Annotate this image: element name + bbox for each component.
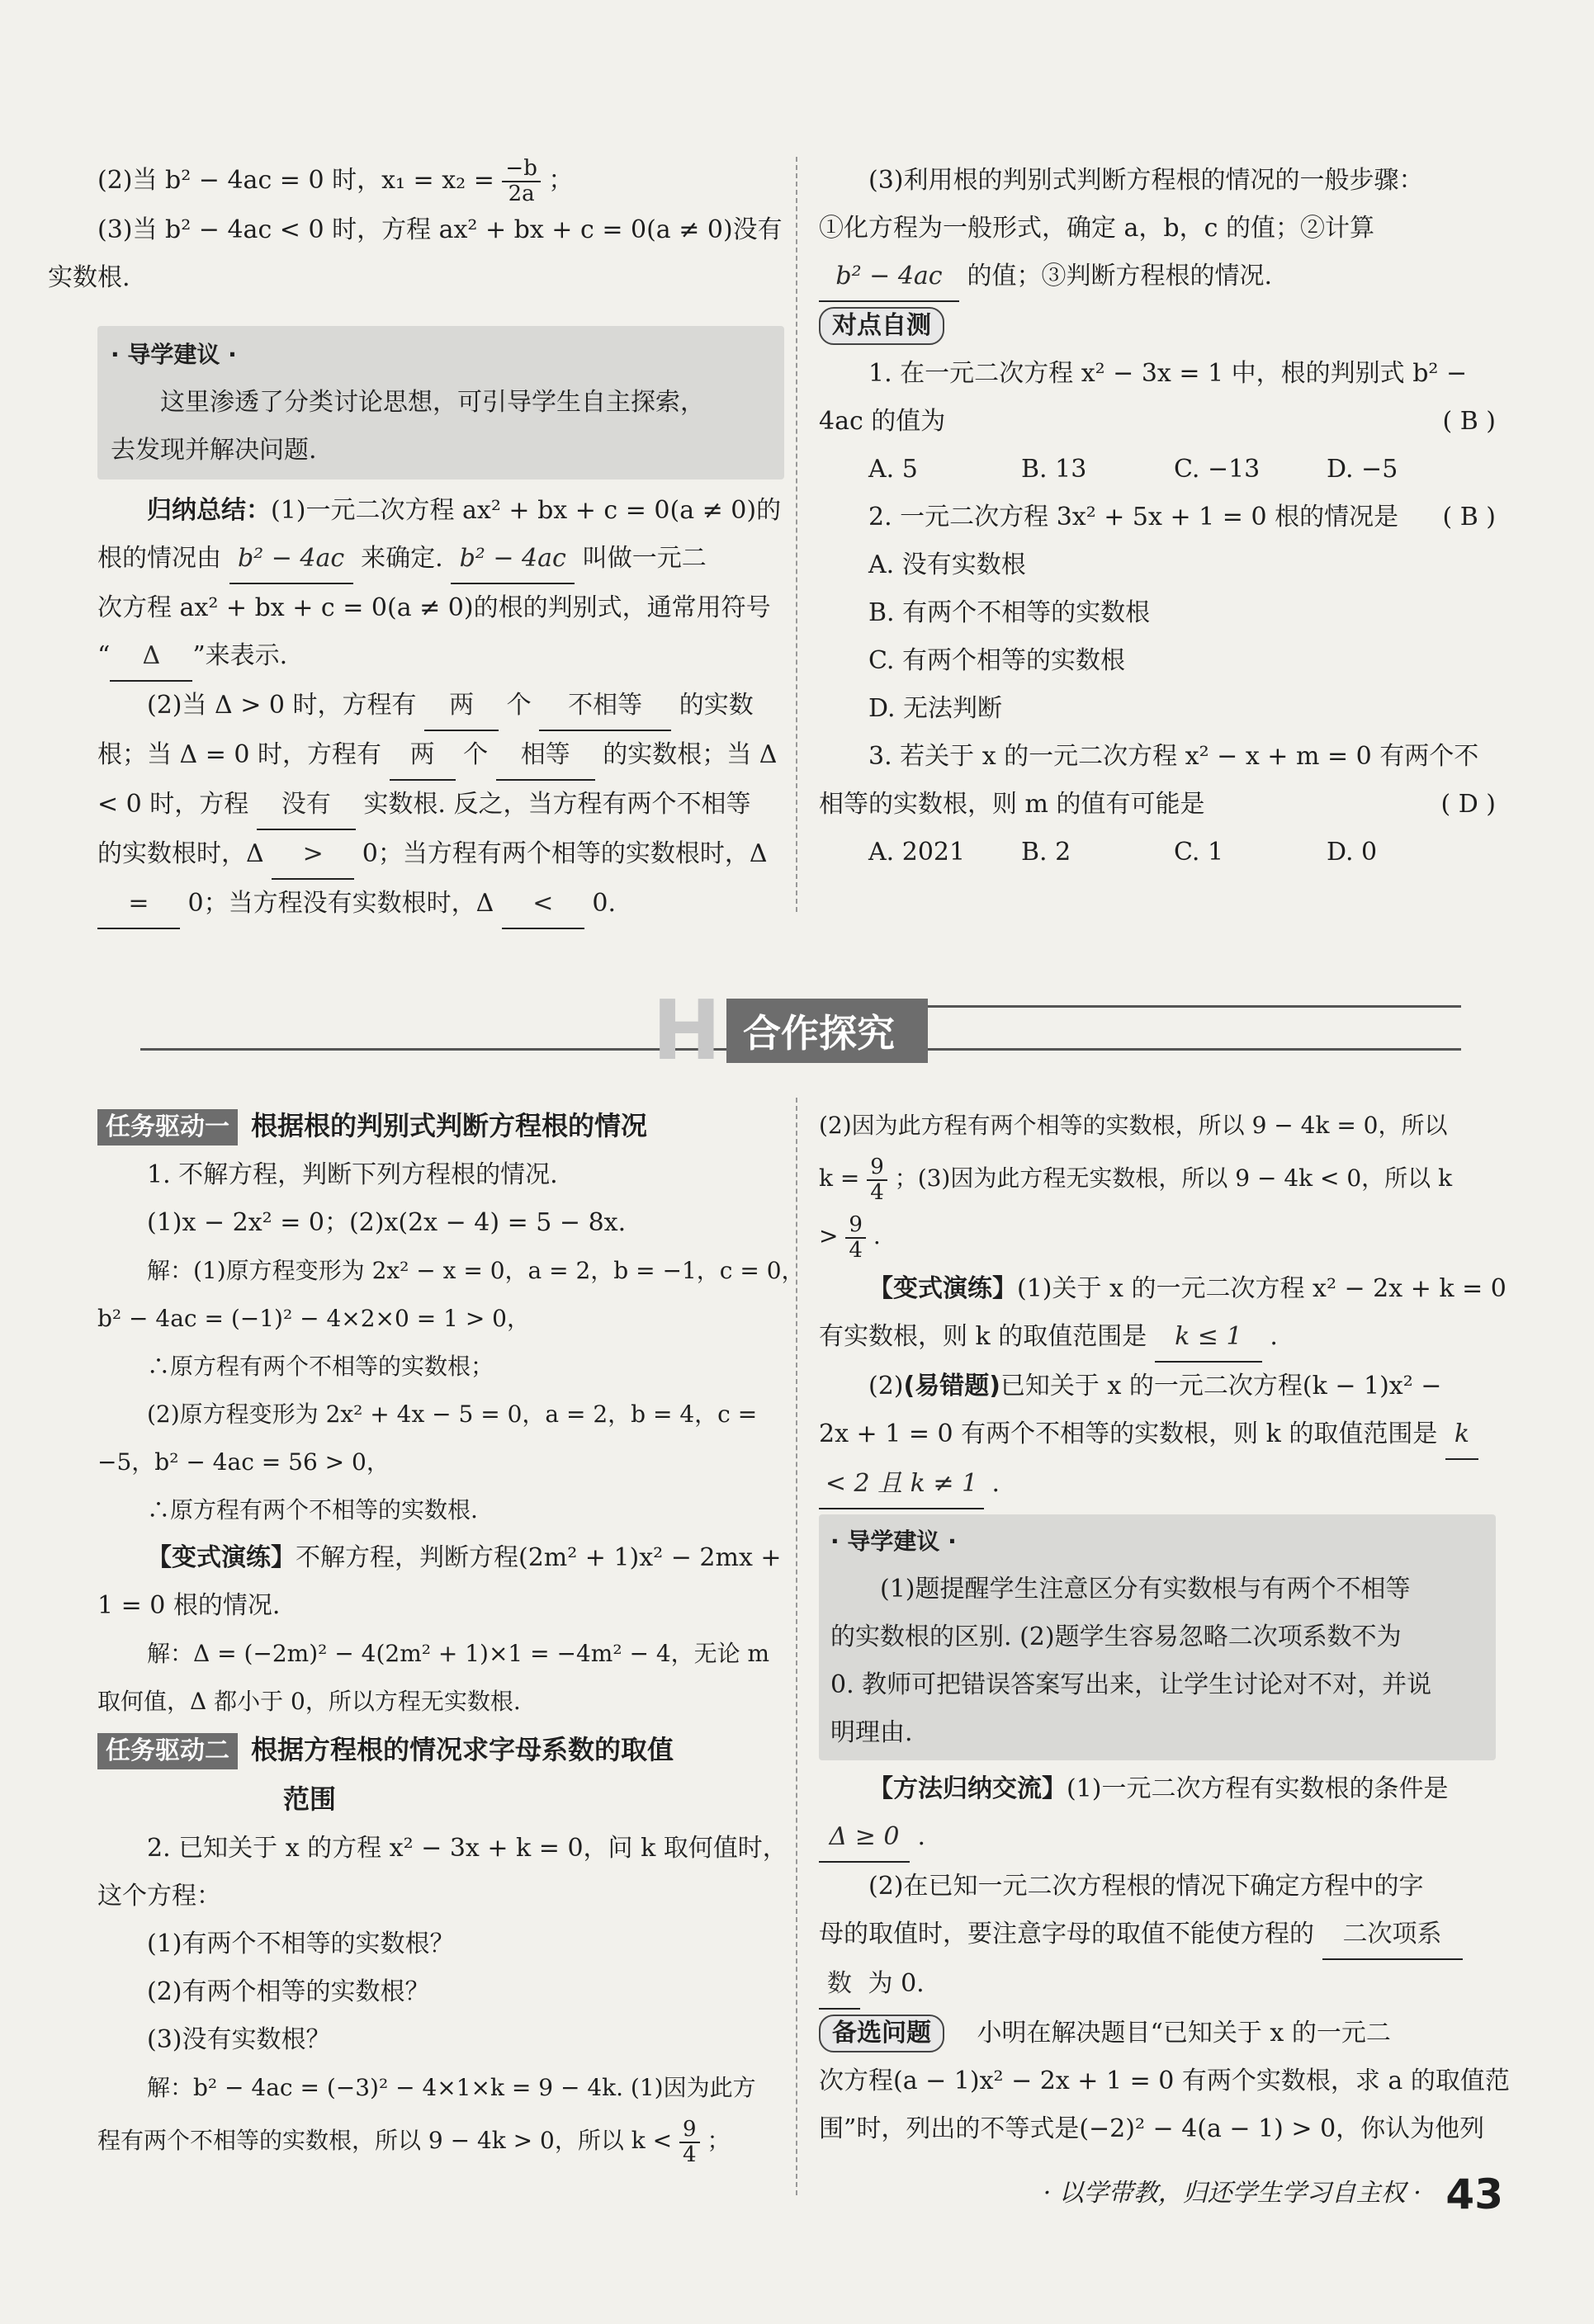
blank-answer: Δ ≥ 0 bbox=[819, 1813, 910, 1863]
variant-line: 有实数根，则 k 的取值范围是 k ≤ 1 . bbox=[819, 1313, 1496, 1363]
fraction-9-over-4: $\frac{9}{4}$ bbox=[867, 1155, 887, 1204]
section-banner bbox=[140, 982, 1461, 1079]
guide-line: 0. 教师可把错误答案写出来，让学生讨论对不对，并说 bbox=[830, 1670, 1432, 1699]
question-3-options bbox=[819, 829, 1496, 876]
fraction-9-over-4: $\frac{9}{4}$ bbox=[679, 2118, 700, 2166]
solution-line: (2)原方程变形为 2x² + 4x − 5 = 0，a = 2，b = 4，c = bbox=[147, 1401, 758, 1428]
guide-line: 明理由. bbox=[830, 1718, 913, 1747]
method-line: Δ ≥ 0 . bbox=[819, 1813, 1496, 1863]
fraction-minus-b-over-2a: $\frac{-b}{2a}$ bbox=[502, 157, 540, 205]
text-line: 这个方程： bbox=[97, 1882, 221, 1911]
option: A. 2021 bbox=[868, 838, 966, 867]
task-1-header bbox=[97, 1102, 783, 1151]
guide-line: 的实数根的区别. (2)题学生容易忽略二次项系数不为 bbox=[830, 1623, 1402, 1651]
banner-letter: H bbox=[652, 982, 721, 1079]
text-line: (2)有两个相等的实数根？ bbox=[147, 1977, 430, 2006]
summary-line: = 0；当方程没有实数根时，Δ < 0. bbox=[97, 880, 783, 929]
answer-choice: ( D ) bbox=[1440, 790, 1496, 819]
blank-answer: 没有 bbox=[257, 781, 356, 830]
page-footer bbox=[1043, 2170, 1503, 2218]
blank-answer: 相等 bbox=[496, 731, 595, 781]
self-test-badge: 对点自测 bbox=[819, 307, 944, 345]
blank-answer: b² − 4ac bbox=[229, 535, 353, 584]
option: C. −13 bbox=[1174, 455, 1261, 484]
blank-answer: 数 bbox=[819, 1960, 860, 2010]
question-3: 3. 若关于 x 的一元二次方程 x² − x + m = 0 有两个不 bbox=[868, 742, 1479, 771]
variant-line: 2x + 1 = 0 有两个不相等的实数根，则 k 的取值范围是 k bbox=[819, 1410, 1496, 1460]
right-bottom-column bbox=[819, 1102, 1510, 2153]
option: D. −5 bbox=[1327, 455, 1398, 484]
column-divider bbox=[796, 1098, 797, 2195]
alternate-question-line: 次方程(a − 1)x² − 2x + 1 = 0 有两个实数根，求 a 的取值范 bbox=[819, 2067, 1510, 2095]
question-1-cont: 4ac 的值为 ( B ) bbox=[819, 398, 1496, 446]
solution-line: −5，b² − 4ac = 56 > 0， bbox=[97, 1448, 390, 1476]
solution-line: > $\frac{9}{4}$ . bbox=[819, 1212, 881, 1263]
text-line: 1. 不解方程，判断下列方程根的情况. bbox=[147, 1160, 558, 1189]
footer-motto: · 以学带教，归还学生学习自主权 · bbox=[1043, 2179, 1421, 2208]
method-line: 数 为 0. bbox=[819, 1960, 1496, 2010]
question-3-cont: 相等的实数根，则 m 的值有可能是 ( D ) bbox=[819, 781, 1496, 829]
line-case-equal: (2)当 b² − 4ac = 0 时，x₁ = x₂ = $\frac{-b}{2a}$ ； bbox=[97, 156, 574, 206]
guide-box-bottom bbox=[819, 1514, 1496, 1760]
blank-answer: < bbox=[502, 880, 584, 929]
guide-title: · 导学建议 · bbox=[111, 341, 237, 368]
option: D. 无法判断 bbox=[868, 694, 1003, 723]
blank-answer: b² − 4ac bbox=[819, 253, 959, 302]
steps-line: ①化方程为一般形式，确定 a，b，c 的值；②计算 bbox=[819, 214, 1374, 243]
summary-line: 归纳总结：(1)一元二次方程 ax² + bx + c = 0(a ≠ 0)的 bbox=[147, 496, 782, 525]
blank-answer: k bbox=[1445, 1410, 1478, 1460]
option: B. 2 bbox=[1021, 838, 1071, 867]
method-line: (2)在已知一元二次方程根的情况下确定方程中的字 bbox=[868, 1872, 1424, 1901]
alternate-question-line: 围”时，列出的不等式是(−2)² − 4(a − 1) > 0，你认为他列 bbox=[819, 2114, 1485, 2143]
right-top-column bbox=[819, 157, 1496, 876]
answer-choice: ( B ) bbox=[1442, 407, 1496, 436]
guide-line: 去发现并解决问题. bbox=[111, 436, 317, 465]
line-case-negative: (3)当 b² − 4ac < 0 时，方程 ax² + bx + c = 0(a ≠ 0)没有 bbox=[97, 215, 783, 244]
blank-answer: Δ bbox=[110, 632, 192, 682]
variant-line: 【变式演练】不解方程，判断方程(2m² + 1)x² − 2mx + bbox=[147, 1543, 782, 1572]
task-2-title-cont: 范围 bbox=[283, 1783, 337, 1815]
solution-line: 取何值，Δ 都小于 0，所以方程无实数根. bbox=[97, 1688, 521, 1715]
option: A. 5 bbox=[868, 455, 918, 484]
question-1-options bbox=[819, 446, 1496, 494]
task-1-title: 根据根的判别式判断方程根的情况 bbox=[251, 1110, 648, 1141]
alternate-badge: 备选问题 bbox=[819, 2015, 944, 2052]
option: C. 有两个相等的实数根 bbox=[868, 646, 1125, 675]
guide-title: · 导学建议 · bbox=[830, 1528, 957, 1555]
solution-line: 解：b² − 4ac = (−3)² − 4×1×k = 9 − 4k. (1)因为此方 bbox=[147, 2074, 756, 2101]
blank-answer: 两 bbox=[390, 731, 456, 781]
column-divider bbox=[796, 157, 797, 912]
steps-line: b² − 4ac 的值；③判断方程根的情况. bbox=[819, 253, 1496, 302]
method-line: 母的取值时，要注意字母的取值不能使方程的 二次项系 bbox=[819, 1911, 1496, 1960]
question-2: 2. 一元二次方程 3x² + 5x + 1 = 0 根的情况是 ( B ) bbox=[819, 494, 1496, 541]
blank-answer: = bbox=[97, 880, 180, 929]
variant-line: < 2 且 k ≠ 1 . bbox=[819, 1460, 1496, 1509]
option: C. 1 bbox=[1174, 838, 1224, 867]
solution-line: b² − 4ac = (−1)² − 4×2×0 = 1 > 0， bbox=[97, 1305, 530, 1332]
text-line: (1)有两个不相等的实数根？ bbox=[147, 1930, 455, 1958]
solution-line: k = $\frac{9}{4}$ ；(3)因为此方程无实数根，所以 9 − 4k < 0，所以 k bbox=[819, 1154, 1453, 1205]
text-line: (3)没有实数根？ bbox=[147, 2025, 331, 2054]
guide-line: (1)题提醒学生注意区分有实数根与有两个不相等 bbox=[880, 1575, 1411, 1604]
summary-line: < 0 时，方程 没有 实数根. 反之，当方程有两个不相等 bbox=[97, 781, 783, 830]
variant-line: 【变式演练】(1)关于 x 的一元二次方程 x² − 2x + k = 0 bbox=[868, 1274, 1506, 1303]
solution-line: 解：(1)原方程变形为 2x² − x = 0，a = 2，b = −1，c = 0， bbox=[147, 1257, 805, 1284]
blank-answer: k ≤ 1 bbox=[1155, 1313, 1262, 1363]
solution-line: ∴原方程有两个不相等的实数根； bbox=[147, 1353, 494, 1380]
fraction-9-over-4: $\frac{9}{4}$ bbox=[845, 1213, 866, 1262]
blank-answer: b² − 4ac bbox=[451, 535, 575, 584]
task-2-header bbox=[97, 1726, 783, 1775]
guide-box-top bbox=[97, 326, 784, 479]
option: A. 没有实数根 bbox=[868, 550, 1026, 579]
summary-line: 根的情况由 b² − 4ac 来确定. b² − 4ac 叫做一元二 bbox=[97, 535, 783, 584]
banner-title: 合作探究 bbox=[726, 999, 928, 1063]
self-test-header bbox=[819, 302, 1496, 350]
text-line: (1)x − 2x² = 0；(2)x(2x − 4) = 5 − 8x. bbox=[147, 1208, 627, 1237]
solution-line: (2)因为此方程有两个相等的实数根，所以 9 − 4k = 0，所以 bbox=[819, 1112, 1448, 1139]
summary-line: 次方程 ax² + bx + c = 0(a ≠ 0)的根的判别式，通常用符号 bbox=[97, 593, 771, 622]
steps-line: (3)利用根的判别式判断方程根的情况的一般步骤： bbox=[868, 166, 1424, 195]
blank-answer: 两 bbox=[424, 682, 499, 731]
alternate-question: 备选问题 小明在解决题目“已知关于 x 的一元二 bbox=[819, 2010, 1496, 2057]
method-line: 【方法归纳交流】(1)一元二次方程有实数根的条件是 bbox=[868, 1774, 1449, 1803]
left-top-column bbox=[48, 156, 783, 302]
question-1: 1. 在一元二次方程 x² − 3x = 1 中，根的判别式 b² − bbox=[868, 359, 1468, 388]
variant-line: 1 = 0 根的情况. bbox=[97, 1591, 281, 1620]
task-2-title: 根据方程根的情况求字母系数的取值 bbox=[251, 1734, 674, 1765]
task-2-tag: 任务驱动二 bbox=[97, 1733, 238, 1769]
summary-line: “ Δ ”来表示. bbox=[97, 632, 783, 682]
summary-line: 根；当 Δ = 0 时，方程有 两 个 相等 的实数根；当 Δ bbox=[97, 731, 783, 781]
page-number: 43 bbox=[1445, 2170, 1503, 2218]
option: B. 有两个不相等的实数根 bbox=[868, 598, 1151, 627]
blank-answer: < 2 且 k ≠ 1 bbox=[819, 1460, 984, 1509]
text-line: 2. 已知关于 x 的方程 x² − 3x + k = 0，问 k 取何值时， bbox=[147, 1834, 788, 1863]
left-bottom-column bbox=[97, 1102, 805, 2170]
solution-line: 程有两个不相等的实数根，所以 9 − 4k > 0，所以 k < $\frac{9}{4}$ ； bbox=[97, 2116, 731, 2167]
line-no-real-roots: 实数根. bbox=[48, 262, 130, 292]
answer-choice: ( B ) bbox=[1442, 503, 1496, 531]
task-1-tag: 任务驱动一 bbox=[97, 1109, 238, 1145]
summary-line: 的实数根时，Δ > 0；当方程有两个相等的实数根时，Δ bbox=[97, 830, 783, 880]
blank-answer: 二次项系 bbox=[1322, 1911, 1463, 1960]
summary-line: (2)当 Δ > 0 时，方程有 两 个 不相等 的实数 bbox=[97, 682, 783, 731]
variant-line: (2)(易错题)已知关于 x 的一元二次方程(k − 1)x² − bbox=[868, 1372, 1442, 1401]
option: D. 0 bbox=[1327, 838, 1378, 867]
blank-answer: 不相等 bbox=[539, 682, 671, 731]
summary-block bbox=[97, 487, 783, 929]
guide-line: 这里渗透了分类讨论思想，可引导学生自主探索， bbox=[160, 388, 705, 417]
blank-answer: > bbox=[272, 830, 354, 880]
option: B. 13 bbox=[1021, 455, 1087, 484]
solution-line: ∴原方程有两个不相等的实数根. bbox=[147, 1496, 478, 1523]
solution-line: 解：Δ = (−2m)² − 4(2m² + 1)×1 = −4m² − 4，无论 m bbox=[147, 1640, 770, 1667]
